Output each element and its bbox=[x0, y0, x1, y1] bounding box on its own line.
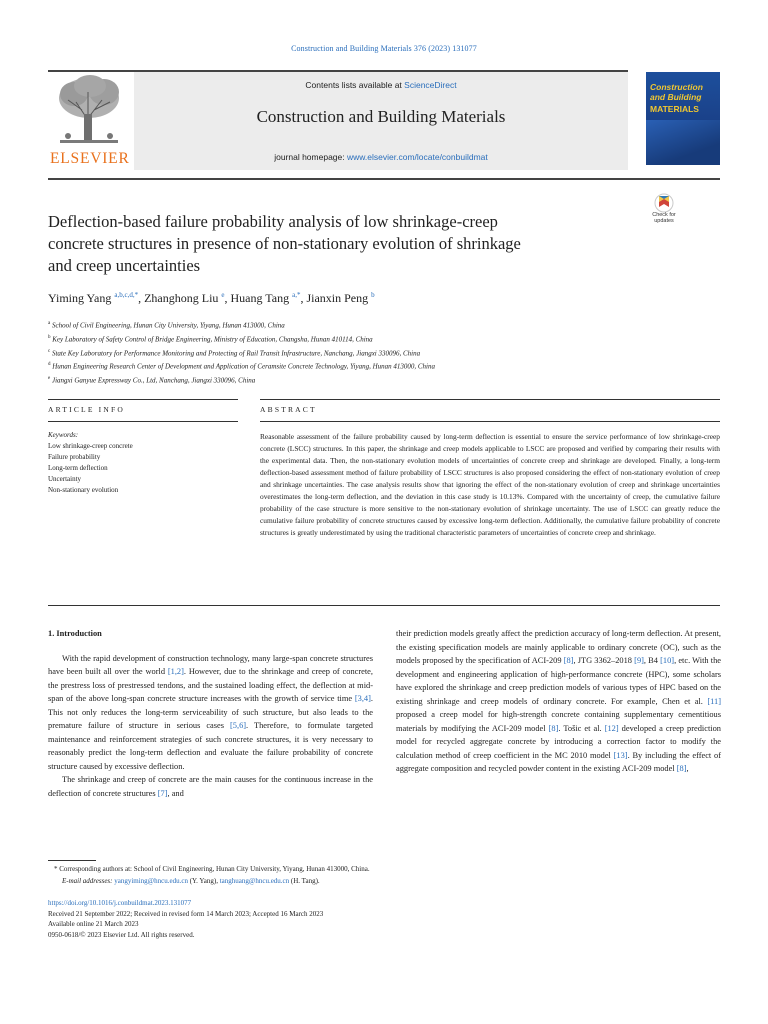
title-line: and creep uncertainties bbox=[48, 256, 201, 275]
body-column-left bbox=[48, 627, 373, 800]
citation-link[interactable]: [11] bbox=[707, 696, 721, 706]
citation-link[interactable]: [8] bbox=[548, 723, 559, 733]
contents-prefix: Contents lists available at bbox=[305, 80, 405, 90]
affiliation-list bbox=[48, 318, 720, 387]
cover-title-line: Construction bbox=[650, 82, 703, 92]
keywords-label: Keywords: bbox=[48, 431, 79, 439]
author-name[interactable]: Jianxin Peng bbox=[306, 291, 369, 305]
citation-link[interactable]: [8] bbox=[676, 764, 687, 773]
journal-header bbox=[48, 70, 720, 170]
citation-link[interactable]: [3,4] bbox=[354, 694, 371, 703]
keyword: Failure probability bbox=[48, 453, 101, 461]
cover-subtitle: MATERIALS bbox=[650, 104, 699, 114]
intro-paragraph-1 bbox=[48, 652, 373, 774]
body-text: , B4 bbox=[643, 656, 661, 665]
body-text: proposed a creep model for high-strength concrete containing supplementary cementitious materials by modifying the ACI-209 model bbox=[396, 710, 721, 733]
affiliation-mark: c bbox=[48, 348, 51, 354]
author-affiliation-marks[interactable]: b bbox=[371, 291, 375, 299]
homepage-link[interactable]: www.elsevier.com/locate/conbuildmat bbox=[346, 152, 488, 162]
body-text: , etc. With the development and engineering application of high-performance concrete (HPC), some scholars have explored the shrinkage and creep prediction models of various types of HPC based on the existing shrinkage and creep models of ordinary concrete. For example, Chen et al. bbox=[396, 656, 721, 706]
journal-reference[interactable]: Construction and Building Materials 376 (2023) 131077 bbox=[291, 44, 477, 53]
copyright: 0950-0618/© 2023 Elsevier Ltd. All rights reserved. bbox=[48, 930, 195, 939]
body-text: . This not only reduces the long-term serviceability of such structure, but also leads to the premature failure of structure in serious cases bbox=[48, 694, 373, 730]
abstract-bottom-rule bbox=[48, 605, 720, 606]
author-separator: , bbox=[300, 291, 307, 305]
section-heading-introduction: 1. Introduction bbox=[48, 629, 102, 638]
affiliation bbox=[48, 332, 720, 346]
footnote-rule bbox=[48, 860, 96, 861]
check-for-updates-label: Check for updates bbox=[652, 212, 676, 224]
article-metadata bbox=[48, 898, 720, 940]
affiliation bbox=[48, 346, 720, 360]
homepage-line bbox=[134, 152, 628, 162]
received-dates: Received 21 September 2022; Received in revised form 14 March 2023; Accepted 16 March 2023 bbox=[48, 909, 324, 918]
affiliation-text: Key Laboratory of Safety Control of Bridge Engineering, Ministry of Education, Changsha, Hunan 410114, China bbox=[52, 335, 373, 344]
abstract-rule bbox=[260, 421, 720, 422]
author-name[interactable]: Huang Tang bbox=[230, 291, 290, 305]
author-affiliation-marks[interactable]: e bbox=[221, 291, 225, 299]
available-online: Available online 21 March 2023 bbox=[48, 920, 139, 928]
article-info-heading: ARTICLE INFO bbox=[48, 405, 125, 414]
body-column-right bbox=[396, 627, 721, 776]
author[interactable] bbox=[48, 291, 144, 305]
affiliation-text: State Key Laboratory for Performance Monitoring and Protecting of Rail Transit Infrastructure, Nanchang, Jiangxi 330096, China bbox=[51, 348, 421, 357]
body-text: . However, due to the shrinkage and creep of concrete, the prestress loss of prestressed tendons, and the sustained loading effect, the deflection at mid-span of the above long-span concrete structure increases with the growth of service time bbox=[48, 667, 373, 703]
author-separator: , bbox=[224, 291, 231, 305]
email-addresses bbox=[48, 876, 720, 888]
body-text: , and bbox=[167, 788, 184, 798]
affiliation-mark: b bbox=[48, 334, 51, 340]
citation-link[interactable]: [13] bbox=[613, 750, 628, 760]
cover-title-line: and Building bbox=[650, 92, 702, 102]
affiliation-text: Hunan Engineering Research Center of Development and Application of Ceramsite Concrete Technology, Yiyang, Hunan 413000, China bbox=[52, 362, 435, 371]
email-owner: (Y. Yang), bbox=[187, 876, 220, 885]
author[interactable] bbox=[306, 291, 374, 305]
affiliation bbox=[48, 318, 720, 332]
citation-link[interactable]: [1,2] bbox=[167, 667, 184, 676]
journal-cover-thumbnail[interactable] bbox=[646, 72, 720, 165]
body-text: The shrinkage and creep of concrete are the main causes for the continuous increase in the deflection of concrete structures bbox=[48, 775, 373, 798]
body-text: , bbox=[686, 764, 689, 773]
email-owner: (H. Tang). bbox=[289, 876, 320, 885]
body-text: . Tošic et al. bbox=[558, 723, 605, 733]
affiliation-mark: a bbox=[48, 321, 51, 326]
email-link[interactable]: yangyiming@hncu.edu.cn bbox=[114, 876, 188, 885]
keyword: Long-term deflection bbox=[48, 464, 108, 472]
abstract-top-rule bbox=[260, 399, 720, 400]
intro-paragraph-2 bbox=[48, 773, 373, 800]
citation-link[interactable]: [5,6] bbox=[230, 721, 247, 730]
article-info-rule bbox=[48, 421, 238, 422]
abstract-text: Reasonable assessment of the failure probability caused by long-term deflection is essential to ensure the service performance of low shrinkage-creep concrete (LSCC) structures. In this paper, the shrinkage and creep models applicable to LSCC are proposed and verified by comparing their results with the experimental data. Then, the non-stationary evolution models of uncertainties of concrete creep and shrinkage are developed. Finally, a long-term deflection-based assessment method of failure probability of LSCC structures is also proposed considering the effect of non-stationary evolution of creep and shrinkage uncertainties. The case analysis results show that ignoring the effect of the non-stationary evolution of creep and shrinkage uncertainties overestimates the long-term deflection, and the deviation in this case study is 10.13%. Compared with the uncertainty of creep, the cumulative failure probability of the case structure is more sensitive to the non-stationary evolution of shrinkage uncertainty. The use of LSCC can greatly reduce the cumulative failure probability of concrete structures caused by excessive long-term deflection. Additionally, the cumulative failure probability of concrete structures is greatly underestimated by using the traditional characteristic parameters of uncertainties of concrete creep and shrinkage. bbox=[260, 432, 720, 537]
title-line: concrete structures in presence of non-stationary evolution of shrinkage bbox=[48, 234, 521, 253]
keyword: Non-stationary evolution bbox=[48, 486, 119, 494]
cover-art bbox=[646, 120, 720, 165]
body-text: . Therefore, to formulate targeted maintenance and reinforcement strategies of such concrete structures, it is very necessary to reasonably predict the long-term deflection and evaluate the failure probability of concrete structure caused by excessive deflection. bbox=[48, 721, 373, 771]
body-text: With the rapid development of construction technology, many large-span concrete structures have been built all over the world bbox=[48, 653, 373, 676]
intro-paragraph-3 bbox=[396, 627, 721, 776]
affiliation-mark: d bbox=[48, 362, 51, 368]
doi-link[interactable]: https://doi.org/10.1016/j.conbuildmat.2023.131077 bbox=[48, 899, 192, 907]
keyword: Uncertainty bbox=[48, 475, 82, 483]
affiliation-text: Jiangxi Ganyue Expressway Co., Ltd, Nanchang, Jiangxi 330096, China bbox=[51, 376, 256, 385]
homepage-prefix: journal homepage: bbox=[274, 152, 347, 162]
body-text: , JTG 3362–2018 bbox=[573, 656, 635, 665]
cover-title bbox=[650, 82, 718, 102]
body-text: . By including the effect of aggregate composition and recycled powder content in the existing ACI-209 model bbox=[396, 750, 721, 773]
journal-title: Construction and Building Materials bbox=[256, 107, 506, 126]
body-text: their prediction models greatly affect the prediction accuracy of long-term deflection. At present, the existing specification models are mainly applicable to ordinary concrete (OC), such as the models proposed by the specification of ACI-209 bbox=[396, 629, 721, 665]
article-info-top-rule bbox=[48, 399, 238, 400]
email-link[interactable]: tanghuang@hncu.edu.cn bbox=[219, 876, 290, 885]
publisher-wordmark: ELSEVIER bbox=[50, 150, 130, 167]
corresponding-author-note: * Corresponding authors at: School of Civil Engineering, Hunan City University, Yiyang, Hunan 413000, China. bbox=[54, 865, 370, 873]
affiliation-text: School of Civil Engineering, Hunan City University, Yiyang, Hunan 413000, China bbox=[51, 321, 285, 330]
affiliation-mark: e bbox=[48, 376, 51, 382]
email-label: E-mail addresses: bbox=[62, 876, 115, 885]
citation-link[interactable]: [7] bbox=[157, 788, 168, 798]
body-text: developed a creep prediction model for recycled aggregate concrete by introducing a correction factor to modify the calculation method of creep coefficient in the MC 2010 model bbox=[396, 723, 721, 760]
author-affiliation-marks[interactable]: a,* bbox=[292, 291, 301, 299]
author-list bbox=[48, 291, 720, 306]
contents-line bbox=[134, 80, 628, 90]
citation-link[interactable]: [9] bbox=[634, 656, 644, 665]
author-affiliation-marks[interactable]: a,b,c,d,* bbox=[114, 291, 139, 299]
header-bottom-rule bbox=[48, 178, 720, 180]
keywords-block bbox=[48, 430, 238, 496]
keyword: Low shrinkage-creep concrete bbox=[48, 442, 133, 450]
author[interactable] bbox=[231, 291, 307, 305]
article-title bbox=[48, 211, 628, 277]
citation-link[interactable]: [8] bbox=[563, 656, 574, 665]
citation-link[interactable]: [12] bbox=[604, 723, 619, 733]
citation-link[interactable]: [10] bbox=[660, 656, 675, 665]
crossmark-icon bbox=[646, 193, 682, 213]
footnotes bbox=[48, 864, 720, 887]
author[interactable] bbox=[144, 291, 230, 305]
author-name[interactable]: Yiming Yang bbox=[48, 291, 112, 305]
author-name[interactable]: Zhanghong Liu bbox=[144, 291, 219, 305]
title-line: Deflection-based failure probability analysis of low shrinkage-creep bbox=[48, 212, 498, 231]
abstract-heading: ABSTRACT bbox=[260, 405, 317, 414]
affiliation bbox=[48, 373, 720, 387]
author-separator: , bbox=[138, 291, 145, 305]
affiliation bbox=[48, 359, 720, 373]
sciencedirect-link[interactable]: ScienceDirect bbox=[404, 80, 457, 90]
